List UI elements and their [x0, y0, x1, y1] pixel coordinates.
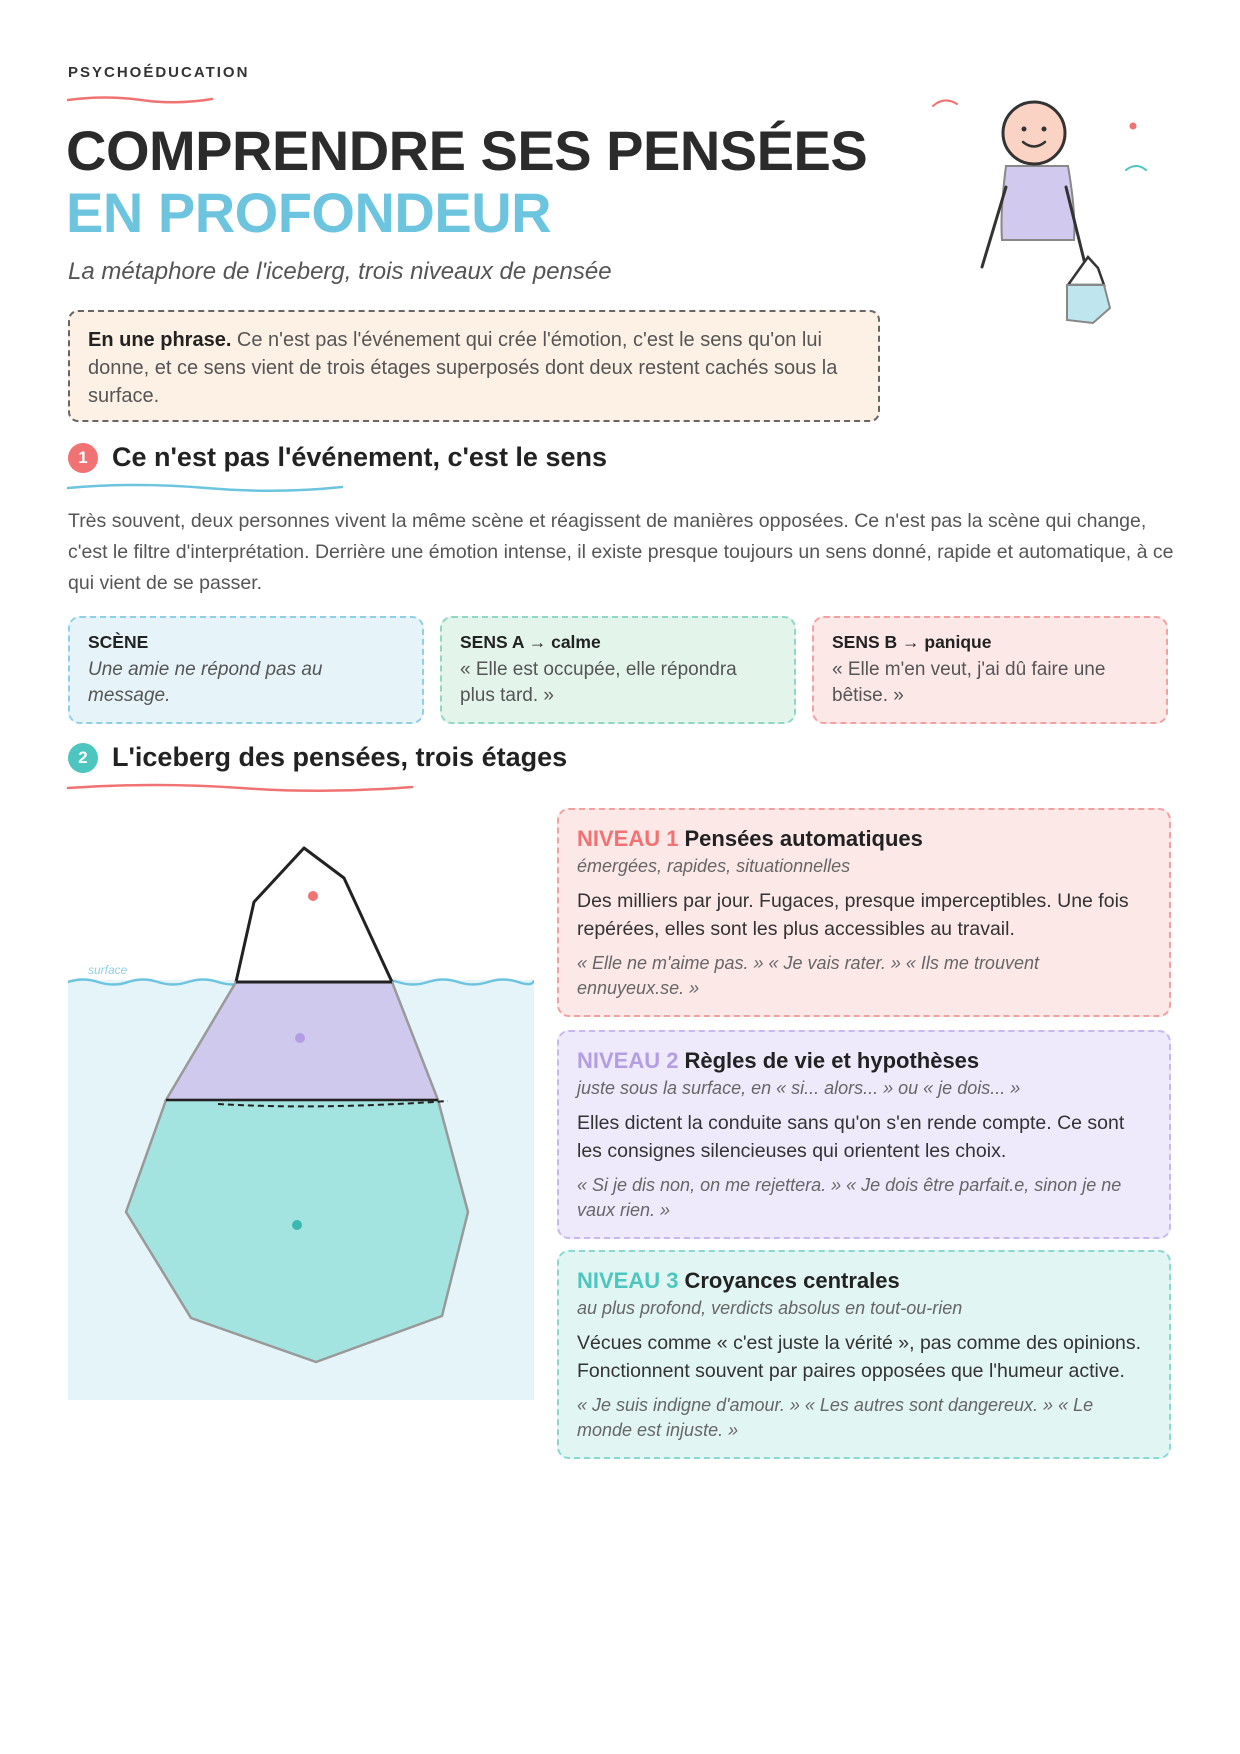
- hero-illustration: [930, 92, 1150, 342]
- level-tag: NIVEAU 1: [577, 826, 679, 851]
- page-subtitle: La métaphore de l'iceberg, trois niveaux de pensée: [68, 258, 612, 285]
- page-title-line1: COMPRENDRE SES PENSÉES: [66, 119, 868, 182]
- card-body: « Elle est occupée, elle répondra plus tard. »: [460, 659, 737, 706]
- bucket-iceberg-icon: [1068, 257, 1104, 285]
- level-examples: « Je suis indigne d'amour. » « Les autres sont dangereux. » « Le monde est injuste. »: [577, 1395, 1094, 1440]
- surface-label: surface: [88, 963, 128, 977]
- scene-card: [68, 616, 424, 724]
- level-examples: « Si je dis non, on me rejettera. » « Je dois être parfait.e, sinon je ne vaux rien. »: [577, 1175, 1122, 1220]
- card-body: « Elle m'en veut, j'ai dû faire une bêtise. »: [832, 659, 1106, 706]
- sense-b-card: [812, 616, 1168, 724]
- level-description: Elles dictent la conduite sans qu'on s'en rende compte. Ce sont les consignes silencieuses qui orientent les choix.: [577, 1112, 1125, 1162]
- section2-number-badge: 2: [68, 743, 98, 773]
- kicker: PSYCHOÉDUCATION: [68, 64, 250, 81]
- card-heading: SENS B → panique: [832, 632, 992, 652]
- accent-arc-right: [1126, 166, 1146, 170]
- level-title: Pensées automatiques: [684, 826, 923, 851]
- level1-card: [557, 808, 1171, 1017]
- kicker-underline: [66, 94, 216, 106]
- level-title: Règles de vie et hypothèses: [684, 1048, 980, 1073]
- card-body: Une amie ne répond pas au message.: [88, 659, 323, 706]
- level-description: Vécues comme « c'est juste la vérité », pas comme des opinions. Fonctionnent souvent par paires opposées que l'humeur active.: [577, 1332, 1142, 1382]
- level2-card: [557, 1030, 1171, 1239]
- level-description: Des milliers par jour. Fugaces, presque imperceptibles. Une fois repérées, elles sont les plus accessibles au travail.: [577, 890, 1129, 940]
- page-title-line2: EN PROFONDEUR: [66, 181, 552, 244]
- level-title: Croyances centrales: [684, 1268, 900, 1293]
- level-tag: NIVEAU 2: [577, 1048, 679, 1073]
- accent-arc-left: [933, 100, 957, 106]
- section1-number-badge: 1: [68, 443, 98, 473]
- card-heading: SENS A → calme: [460, 632, 601, 652]
- level-subtitle: juste sous la surface, en « si... alors... » ou « je dois... »: [577, 1078, 1021, 1098]
- level-tag: NIVEAU 3: [577, 1268, 679, 1293]
- section2-heading: [68, 742, 567, 773]
- level2-dot: [295, 1033, 305, 1043]
- section1-underline: [66, 482, 346, 494]
- section2-underline: [66, 782, 416, 794]
- summary-text: Ce n'est pas l'événement qui crée l'émotion, c'est le sens qu'on lui donne, et ce sens vient de trois étages superposés dont deux restent cachés sous la surface.: [88, 329, 838, 407]
- summary-lead: En une phrase.: [88, 329, 232, 351]
- level-subtitle: émergées, rapides, situationnelles: [577, 856, 851, 876]
- card-heading: SCÈNE: [88, 632, 149, 652]
- level1-dot: [308, 891, 318, 901]
- face-icon: [1003, 102, 1065, 164]
- iceberg-tip-level1: [236, 848, 392, 982]
- level3-card: [557, 1250, 1171, 1459]
- summary-box: [68, 310, 880, 422]
- level3-dot: [292, 1220, 302, 1230]
- level-subtitle: au plus profond, verdicts absolus en tout-ou-rien: [577, 1298, 963, 1318]
- iceberg-diagram: [68, 840, 534, 1400]
- sense-a-card: [440, 616, 796, 724]
- section2-title: L'iceberg des pensées, trois étages: [112, 742, 568, 772]
- level-examples: « Elle ne m'aime pas. » « Je vais rater. » « Ils me trouvent ennuyeux.se. »: [577, 953, 1039, 998]
- section1-title: Ce n'est pas l'événement, c'est le sens: [112, 442, 607, 472]
- section1-paragraph: Très souvent, deux personnes vivent la même scène et réagissent de manières opposées. Ce n'est pas la scène qui change, c'est le filtre d'interprétation. Derrière une émotion intense, il existe presque toujours un sens donné, rapide et automatique, à ce qui vient de se passer.: [68, 510, 1174, 594]
- accent-dot: [1130, 123, 1137, 130]
- section1-heading: [68, 442, 607, 473]
